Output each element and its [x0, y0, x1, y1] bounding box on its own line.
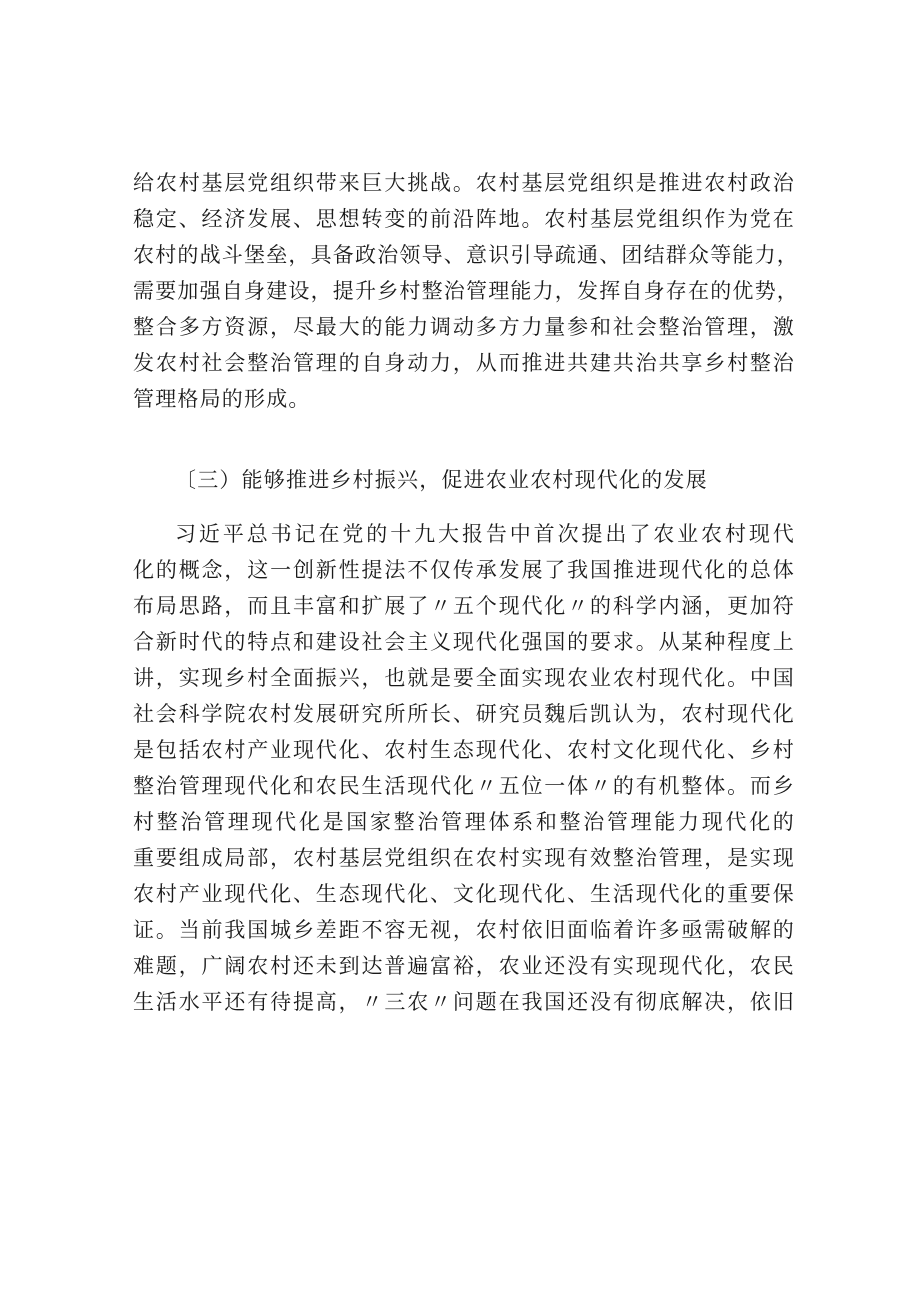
paragraph-1-line: 农村的战斗堡垒，具备政治领导、意识引导疏通、团结群众等能力，: [133, 243, 799, 267]
paragraph-1: [133, 165, 799, 417]
paragraph-1-line: 给农村基层党组织带来巨大挑战。农村基层党组织是推进农村政治: [133, 171, 795, 195]
paragraph-2-line: 难题，广阔农村还未到达普遍富裕，农业还没有实现现代化，农民: [133, 954, 795, 978]
paragraph-2-line: 生活水平还有待提高，〃三农〃问题在我国还没有彻底解决，依旧: [133, 990, 795, 1014]
paragraph-2-line: 重要组成局部，农村基层党组织在农村实现有效整治管理，是实现: [133, 846, 795, 870]
paragraph-2-line: 布局思路，而且丰富和扩展了〃五个现代化〃的科学内涵，更加符: [133, 594, 795, 618]
paragraph-2-line: 证。当前我国城乡差距不容无视，农村依旧面临着许多亟需破解的: [133, 918, 795, 942]
paragraph-1-line: 稳定、经济发展、思想转变的前沿阵地。农村基层党组织作为党在: [133, 207, 795, 231]
paragraph-2-line: 讲，实现乡村全面振兴，也就是要全面实现农业农村现代化。中国: [133, 666, 795, 690]
paragraph-1-line: 管理格局的形成。: [133, 387, 311, 411]
paragraph-2-line: 农村产业现代化、生态现代化、文化现代化、生活现代化的重要保: [133, 882, 795, 906]
paragraph-1-line: 整合多方资源，尽最大的能力调动多方力量参和社会整治管理，激: [133, 315, 795, 339]
paragraph-2-line: 村整治管理现代化是国家整治管理体系和整治管理能力现代化的: [133, 810, 795, 834]
paragraph-2-line: 整治管理现代化和农民生活现代化〃五位一体〃的有机整体。而乡: [133, 774, 795, 798]
section-heading: 〔三）能够推进乡村振兴，促进农业农村现代化的发展: [175, 468, 708, 492]
paragraph-2-line: 社会科学院农村发展研究所所长、研究员魏后凯认为，农村现代化: [133, 702, 795, 726]
paragraph-2-line: 是包括农村产业现代化、农村生态现代化、农村文化现代化、乡村: [133, 738, 795, 762]
paragraph-2-line: 化的概念，这一创新性提法不仅传承发展了我国推进现代化的总体: [133, 558, 795, 582]
paragraph-2-line: 合新时代的特点和建设社会主义现代化强国的要求。从某种程度上: [133, 630, 795, 654]
paragraph-2: [133, 516, 795, 1020]
paragraph-1-line: 需要加强自身建设，提升乡村整治管理能力，发挥自身存在的优势，: [133, 279, 799, 303]
paragraph-1-line: 发农村社会整治管理的自身动力，从而推进共建共治共享乡村整治: [133, 351, 795, 375]
paragraph-2-line: 习近平总书记在党的十九大报告中首次提出了农业农村现代: [175, 522, 795, 546]
